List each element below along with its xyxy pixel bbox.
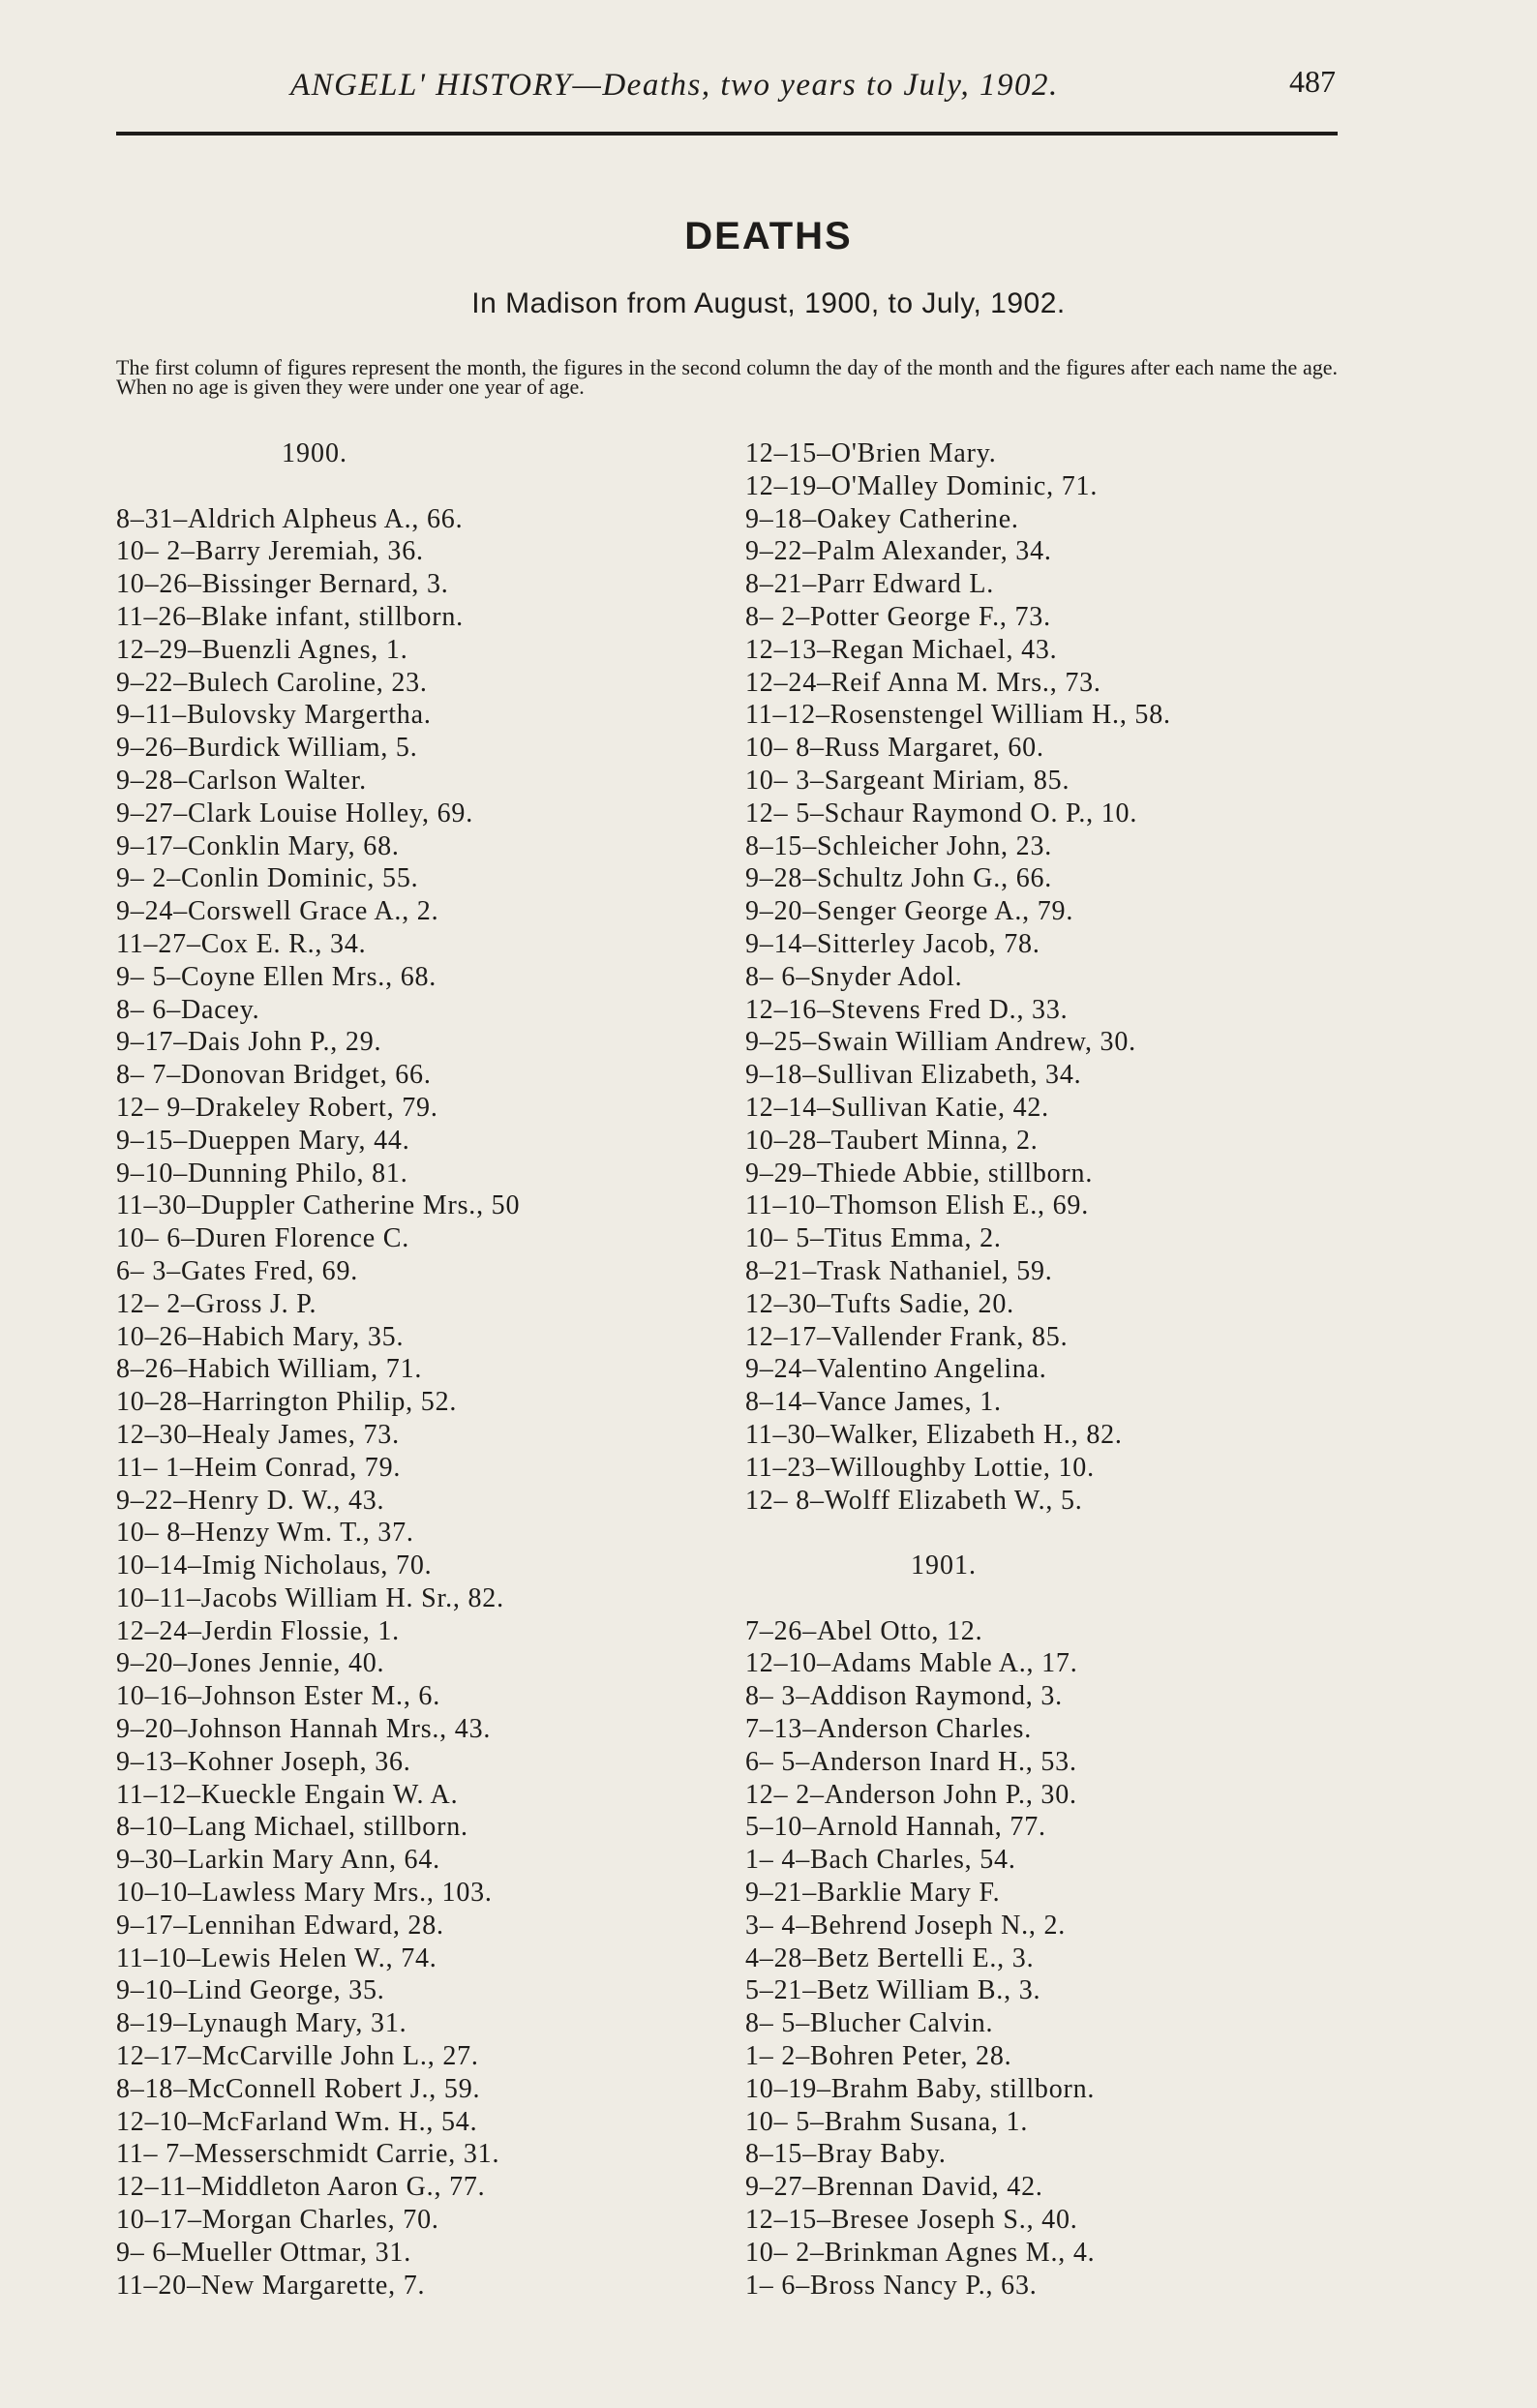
death-entry: 8–14–Vance James, 1.: [745, 1387, 1002, 1418]
death-entry: 8– 7–Donovan Bridget, 66.: [116, 1060, 432, 1091]
year-heading-1900: 1900.: [282, 438, 347, 468]
death-entry: 10–17–Morgan Charles, 70.: [116, 2205, 439, 2236]
death-entry: 9–20–Johnson Hannah Mrs., 43.: [116, 1714, 492, 1745]
death-entry: 12–13–Regan Michael, 43.: [745, 634, 1058, 665]
death-entry: 12–10–McFarland Wm. H., 54.: [116, 2106, 478, 2137]
page-title: DEATHS: [684, 215, 853, 257]
death-entry: 12–14–Sullivan Katie, 42.: [745, 1092, 1049, 1123]
death-entry: 11–12–Kueckle Engain W. A.: [116, 1779, 459, 1810]
page-number: 487: [1289, 64, 1336, 99]
death-entry: 8– 2–Potter George F., 73.: [745, 601, 1051, 632]
death-entry: 9– 5–Coyne Ellen Mrs., 68.: [116, 961, 437, 992]
death-entry: 9–20–Senger George A., 79.: [745, 896, 1074, 927]
death-entry: 12–30–Healy James, 73.: [116, 1419, 400, 1450]
death-entry: 10– 8–Russ Margaret, 60.: [745, 733, 1044, 764]
death-entry: 4–28–Betz Bertelli E., 3.: [745, 1942, 1035, 1973]
death-entry: 9–24–Corswell Grace A., 2.: [116, 896, 439, 927]
death-entry: 12–24–Jerdin Flossie, 1.: [116, 1615, 400, 1646]
death-entry: 8–19–Lynaugh Mary, 31.: [116, 2008, 407, 2039]
death-entry: 11–23–Willoughby Lottie, 10.: [745, 1452, 1095, 1483]
death-entry: 9–14–Sitterley Jacob, 78.: [745, 928, 1040, 959]
death-entry: 9–17–Lennihan Edward, 28.: [116, 1910, 444, 1941]
death-entry: 9–26–Burdick William, 5.: [116, 733, 418, 764]
death-entry: 9–17–Dais John P., 29.: [116, 1027, 382, 1058]
death-entry: 9–10–Lind George, 35.: [116, 1975, 385, 2006]
spacer: [745, 1582, 1345, 1615]
death-entry: 12–15–O'Brien Mary.: [745, 438, 997, 468]
death-entry: 8–21–Trask Nathaniel, 59.: [745, 1255, 1053, 1286]
death-entry: 11–30–Duppler Catherine Mrs., 50: [116, 1190, 521, 1221]
death-entry: 9–30–Larkin Mary Ann, 64.: [116, 1845, 440, 1876]
death-entry: 9–24–Valentino Angelina.: [745, 1354, 1047, 1385]
death-entry: 9–29–Thiede Abbie, stillborn.: [745, 1158, 1094, 1189]
death-entry: 12–11–Middleton Aaron G., 77.: [116, 2172, 486, 2203]
death-entry: 11– 7–Messerschmidt Carrie, 31.: [116, 2139, 500, 2170]
death-entry: 10– 8–Henzy Wm. T., 37.: [116, 1518, 414, 1549]
death-entry: 10–26–Habich Mary, 35.: [116, 1321, 405, 1352]
death-entry: 12–10–Adams Mable A., 17.: [745, 1648, 1078, 1679]
death-entry: 12– 8–Wolff Elizabeth W., 5.: [745, 1485, 1083, 1516]
death-entry: 5–10–Arnold Hannah, 77.: [745, 1812, 1046, 1843]
death-entry: 12–17–Vallender Frank, 85.: [745, 1321, 1069, 1352]
death-entry: 9–27–Clark Louise Holley, 69.: [116, 798, 474, 828]
intro-paragraph: The first column of figures represent the month, the figures in the second column the day of the month and the figures after each name the age. When no age is given they were under one year of age.: [116, 355, 1338, 399]
year-heading-1901: 1901.: [911, 1550, 977, 1581]
death-entry: 10–14–Imig Nicholaus, 70.: [116, 1550, 433, 1581]
entries-1900-continued: [745, 437, 1345, 1517]
death-entry: 8–15–Bray Baby.: [745, 2139, 947, 2170]
death-entry: 9–28–Schultz John G., 66.: [745, 863, 1053, 894]
death-entry: 8– 5–Blucher Calvin.: [745, 2008, 994, 2039]
death-entry: 11– 1–Heim Conrad, 79.: [116, 1452, 402, 1483]
death-entry: 8–31–Aldrich Alpheus A., 66.: [116, 503, 464, 534]
death-entry: 3– 4–Behrend Joseph N., 2.: [745, 1910, 1067, 1941]
entries-1901: [745, 1615, 1345, 2303]
death-entry: 12–24–Reif Anna M. Mrs., 73.: [745, 667, 1101, 698]
death-entry: 10–10–Lawless Mary Mrs., 103.: [116, 1878, 493, 1909]
page-header: [116, 64, 1336, 112]
death-entry: 10– 2–Barry Jeremiah, 36.: [116, 536, 424, 567]
death-entry: 12–30–Tufts Sadie, 20.: [745, 1288, 1014, 1319]
death-entry: 9–15–Dueppen Mary, 44.: [116, 1125, 410, 1156]
death-entry: 12– 2–Gross J. P.: [116, 1288, 317, 1319]
death-entry: 11–20–New Margarette, 7.: [116, 2270, 426, 2301]
death-entry: 11–30–Walker, Elizabeth H., 82.: [745, 1419, 1123, 1450]
death-entry: 12–16–Stevens Fred D., 33.: [745, 994, 1069, 1025]
death-entry: 9–20–Jones Jennie, 40.: [116, 1648, 385, 1679]
death-entry: 8–21–Parr Edward L.: [745, 569, 995, 600]
death-entry: 9–25–Swain William Andrew, 30.: [745, 1027, 1136, 1058]
running-title: ANGELL' HISTORY—Deaths, two years to July, 1902.: [290, 68, 1059, 103]
death-entry: 5–21–Betz William B., 3.: [745, 1975, 1041, 2006]
header-rule: [116, 132, 1338, 135]
death-entry: 12– 5–Schaur Raymond O. P., 10.: [745, 798, 1138, 828]
right-column: [745, 437, 1345, 2302]
death-entry: 1– 4–Bach Charles, 54.: [745, 1845, 1016, 1876]
death-entry: 9–18–Sullivan Elizabeth, 34.: [745, 1060, 1082, 1091]
death-entry: 12–15–Bresee Joseph S., 40.: [745, 2205, 1078, 2236]
death-entry: 9–22–Bulech Caroline, 23.: [116, 667, 428, 698]
death-entry: 12–17–McCarville John L., 27.: [116, 2041, 479, 2072]
death-entry: 8–10–Lang Michael, stillborn.: [116, 1812, 468, 1843]
death-entry: 10– 3–Sargeant Miriam, 85.: [745, 765, 1070, 796]
death-entry: 10–28–Taubert Minna, 2.: [745, 1125, 1039, 1156]
death-entry: 9–11–Bulovsky Margertha.: [116, 700, 432, 731]
death-entry: 10–26–Bissinger Bernard, 3.: [116, 569, 449, 600]
death-entry: 11–10–Thomson Elish E., 69.: [745, 1190, 1090, 1221]
death-entry: 9–18–Oakey Catherine.: [745, 503, 1019, 534]
death-entry: 11–12–Rosenstengel William H., 58.: [745, 700, 1171, 731]
death-entry: 11–27–Cox E. R., 34.: [116, 928, 367, 959]
death-entry: 9–10–Dunning Philo, 81.: [116, 1158, 408, 1189]
death-entry: 8–15–Schleicher John, 23.: [745, 830, 1053, 861]
death-entry: 12– 9–Drakeley Robert, 79.: [116, 1092, 438, 1123]
death-entry: 9–17–Conklin Mary, 68.: [116, 830, 400, 861]
death-entry: 7–13–Anderson Charles.: [745, 1714, 1033, 1745]
death-entry: 12– 2–Anderson John P., 30.: [745, 1779, 1077, 1810]
death-entry: 10– 6–Duren Florence C.: [116, 1223, 410, 1254]
death-entry: 10–28–Harrington Philip, 52.: [116, 1387, 458, 1418]
death-entry: 9–21–Barklie Mary F.: [745, 1878, 1001, 1909]
death-entry: 10–19–Brahm Baby, stillborn.: [745, 2073, 1096, 2104]
death-entry: 12–19–O'Malley Dominic, 71.: [745, 470, 1099, 501]
death-entry: 11–26–Blake infant, stillborn.: [116, 601, 464, 632]
death-entry: 7–26–Abel Otto, 12.: [745, 1615, 983, 1646]
left-column: [116, 437, 697, 2302]
death-entry: 8–18–McConnell Robert J., 59.: [116, 2073, 481, 2104]
death-entry: 8–26–Habich William, 71.: [116, 1354, 423, 1385]
death-entry: 1– 6–Bross Nancy P., 63.: [745, 2270, 1038, 2301]
death-entry: 6– 5–Anderson Inard H., 53.: [745, 1746, 1077, 1777]
page-subtitle: In Madison from August, 1900, to July, 1902.: [471, 287, 1066, 319]
death-entry: 10–16–Johnson Ester M., 6.: [116, 1681, 441, 1712]
death-entry: 8– 6–Snyder Adol.: [745, 961, 963, 992]
death-entry: 10– 2–Brinkman Agnes M., 4.: [745, 2237, 1096, 2268]
spacer: [116, 470, 697, 503]
death-entry: 8– 3–Addison Raymond, 3.: [745, 1681, 1063, 1712]
death-entry: 10– 5–Titus Emma, 2.: [745, 1223, 1002, 1254]
death-entry: 12–29–Buenzli Agnes, 1.: [116, 634, 408, 665]
death-entry: 9–28–Carlson Walter.: [116, 765, 367, 796]
death-entry: 9–22–Palm Alexander, 34.: [745, 536, 1052, 567]
death-entry: 9– 6–Mueller Ottmar, 31.: [116, 2237, 412, 2268]
death-entry: 9–22–Henry D. W., 43.: [116, 1485, 385, 1516]
death-entry: 10– 5–Brahm Susana, 1.: [745, 2106, 1029, 2137]
death-entry: 9–27–Brennan David, 42.: [745, 2172, 1043, 2203]
spacer: [745, 1517, 1345, 1550]
death-entry: 10–11–Jacobs William H. Sr., 82.: [116, 1582, 504, 1613]
death-entry: 1– 2–Bohren Peter, 28.: [745, 2041, 1012, 2072]
death-entry: 6– 3–Gates Fred, 69.: [116, 1255, 359, 1286]
death-entry: 8– 6–Dacey.: [116, 994, 260, 1025]
death-entry: 11–10–Lewis Helen W., 74.: [116, 1942, 437, 1973]
death-entry: 9– 2–Conlin Dominic, 55.: [116, 863, 419, 894]
death-entry: 9–13–Kohner Joseph, 36.: [116, 1746, 411, 1777]
